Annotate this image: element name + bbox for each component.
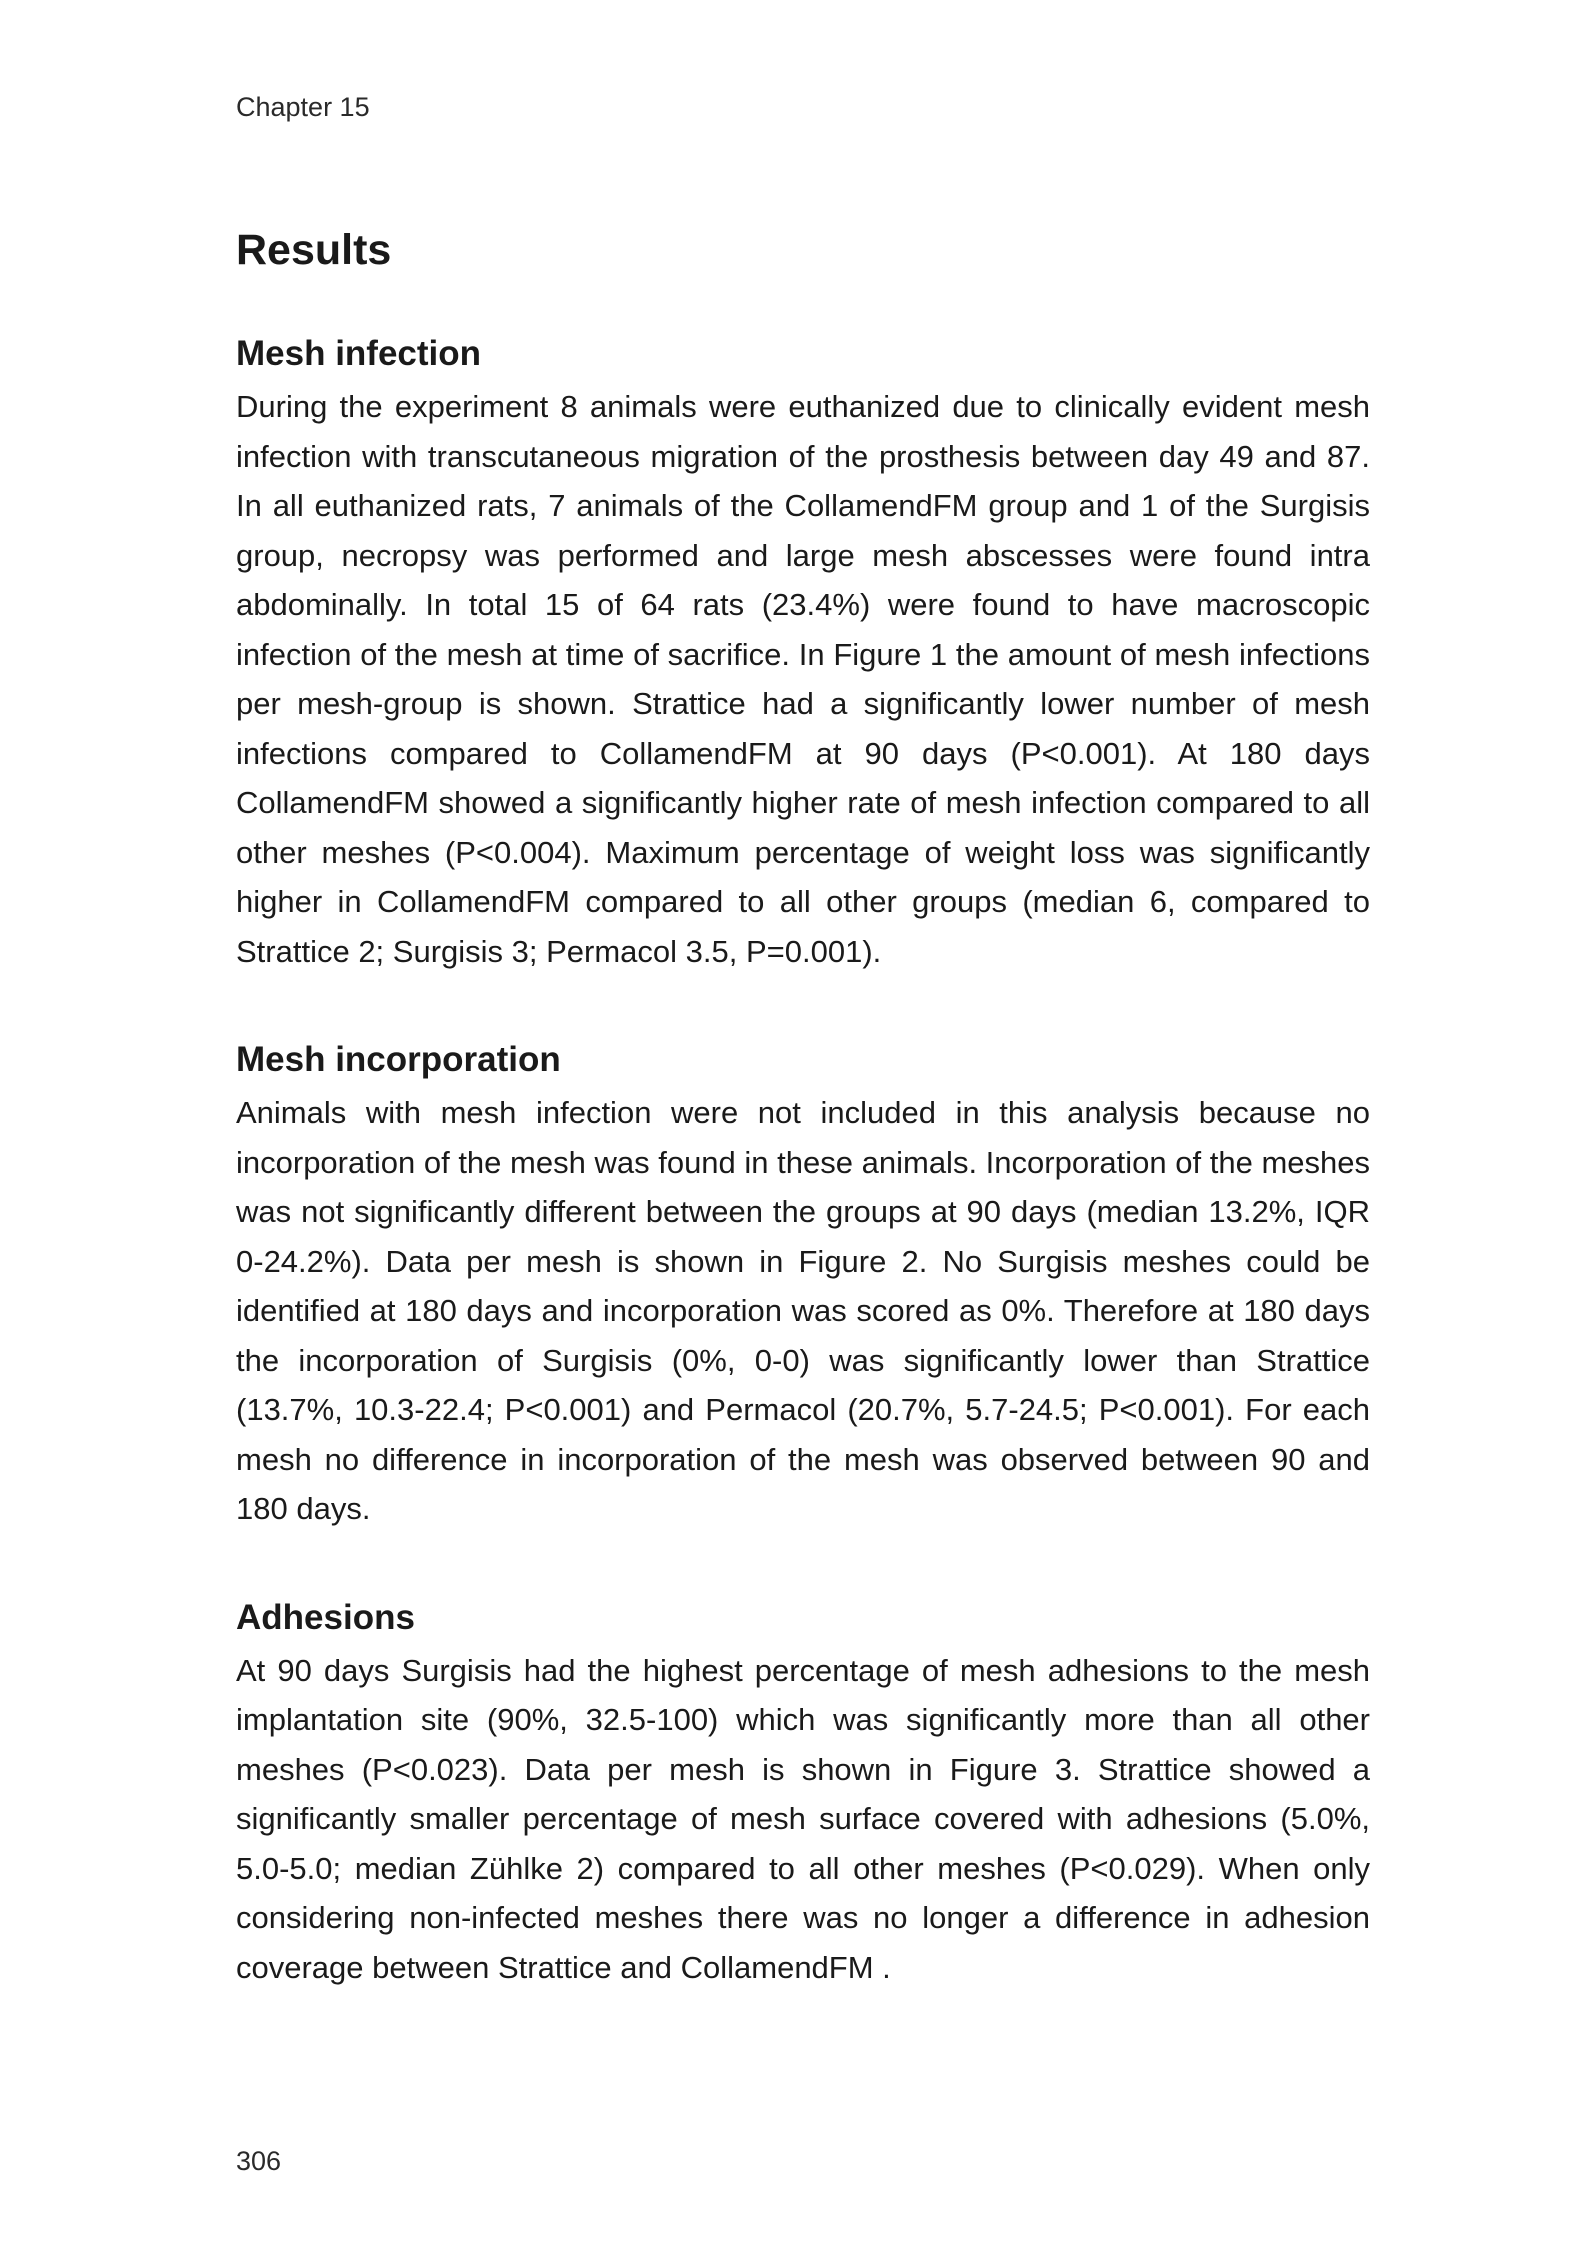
section-adhesions: [236, 1594, 1370, 1993]
page-title: Results: [236, 226, 392, 274]
section-paragraph: At 90 days Surgisis had the highest percentage of mesh adhesions to the mesh implantation site (90%, 32.5-100) which was significantly more than all other meshes (P<0.023). Data per mesh is shown in Figure 3. Strattice showed a significantly smaller percentage of mesh surface covered with adhesions (5.0%, 5.0-5.0; median Zühlke 2) compared to all other meshes (P<0.029). When only considering non-infected meshes there was no longer a difference in adhesion coverage between Strattice and CollamendFM .: [236, 1652, 1370, 1985]
section-mesh-infection: [236, 330, 1370, 976]
section-heading: Mesh infection: [236, 334, 482, 373]
main-content: [236, 330, 1370, 2052]
section-heading: Mesh incorporation: [236, 1040, 561, 1079]
section-paragraph: During the experiment 8 animals were euthanized due to clinically evident mesh infection with transcutaneous migration of the prosthesis between day 49 and 87. In all euthanized rats, 7 animals of the CollamendFM group and 1 of the Surgisis group, necropsy was performed and large mesh abscesses were found intra abdominally. In total 15 of 64 rats (23.4%) were found to have macroscopic infection of the mesh at time of sacrifice. In Figure 1 the amount of mesh infections per mesh-group is shown. Strattice had a significantly lower number of mesh infections compared to CollamendFM at 90 days (P<0.001). At 180 days CollamendFM showed a significantly higher rate of mesh infection compared to all other meshes (P<0.004). Maximum percentage of weight loss was significantly higher in CollamendFM compared to all other groups (median 6, compared to Strattice 2; Surgisis 3; Permacol 3.5, P=0.001).: [236, 389, 1370, 969]
section-heading: Adhesions: [236, 1597, 415, 1637]
running-head: Chapter 15: [236, 92, 370, 122]
section-paragraph: Animals with mesh infection were not included in this analysis because no incorporation of the mesh was found in these animals. Incorporation of the meshes was not significantly different between the groups at 90 days (median 13.2%, IQR 0-24.2%). Data per mesh is shown in Figure 2. No Surgisis meshes could be identified at 180 days and incorporation was scored as 0%. Therefore at 180 days the incorporation of Surgisis (0%, 0-0) was significantly lower than Strattice (13.7%, 10.3-22.4; P<0.001) and Permacol (20.7%, 5.7-24.5; P<0.001). For each mesh no difference in incorporation of the mesh was observed between 90 and 180 days.: [236, 1095, 1370, 1526]
page-number: 306: [236, 2146, 282, 2176]
section-mesh-incorporation: [236, 1036, 1370, 1534]
